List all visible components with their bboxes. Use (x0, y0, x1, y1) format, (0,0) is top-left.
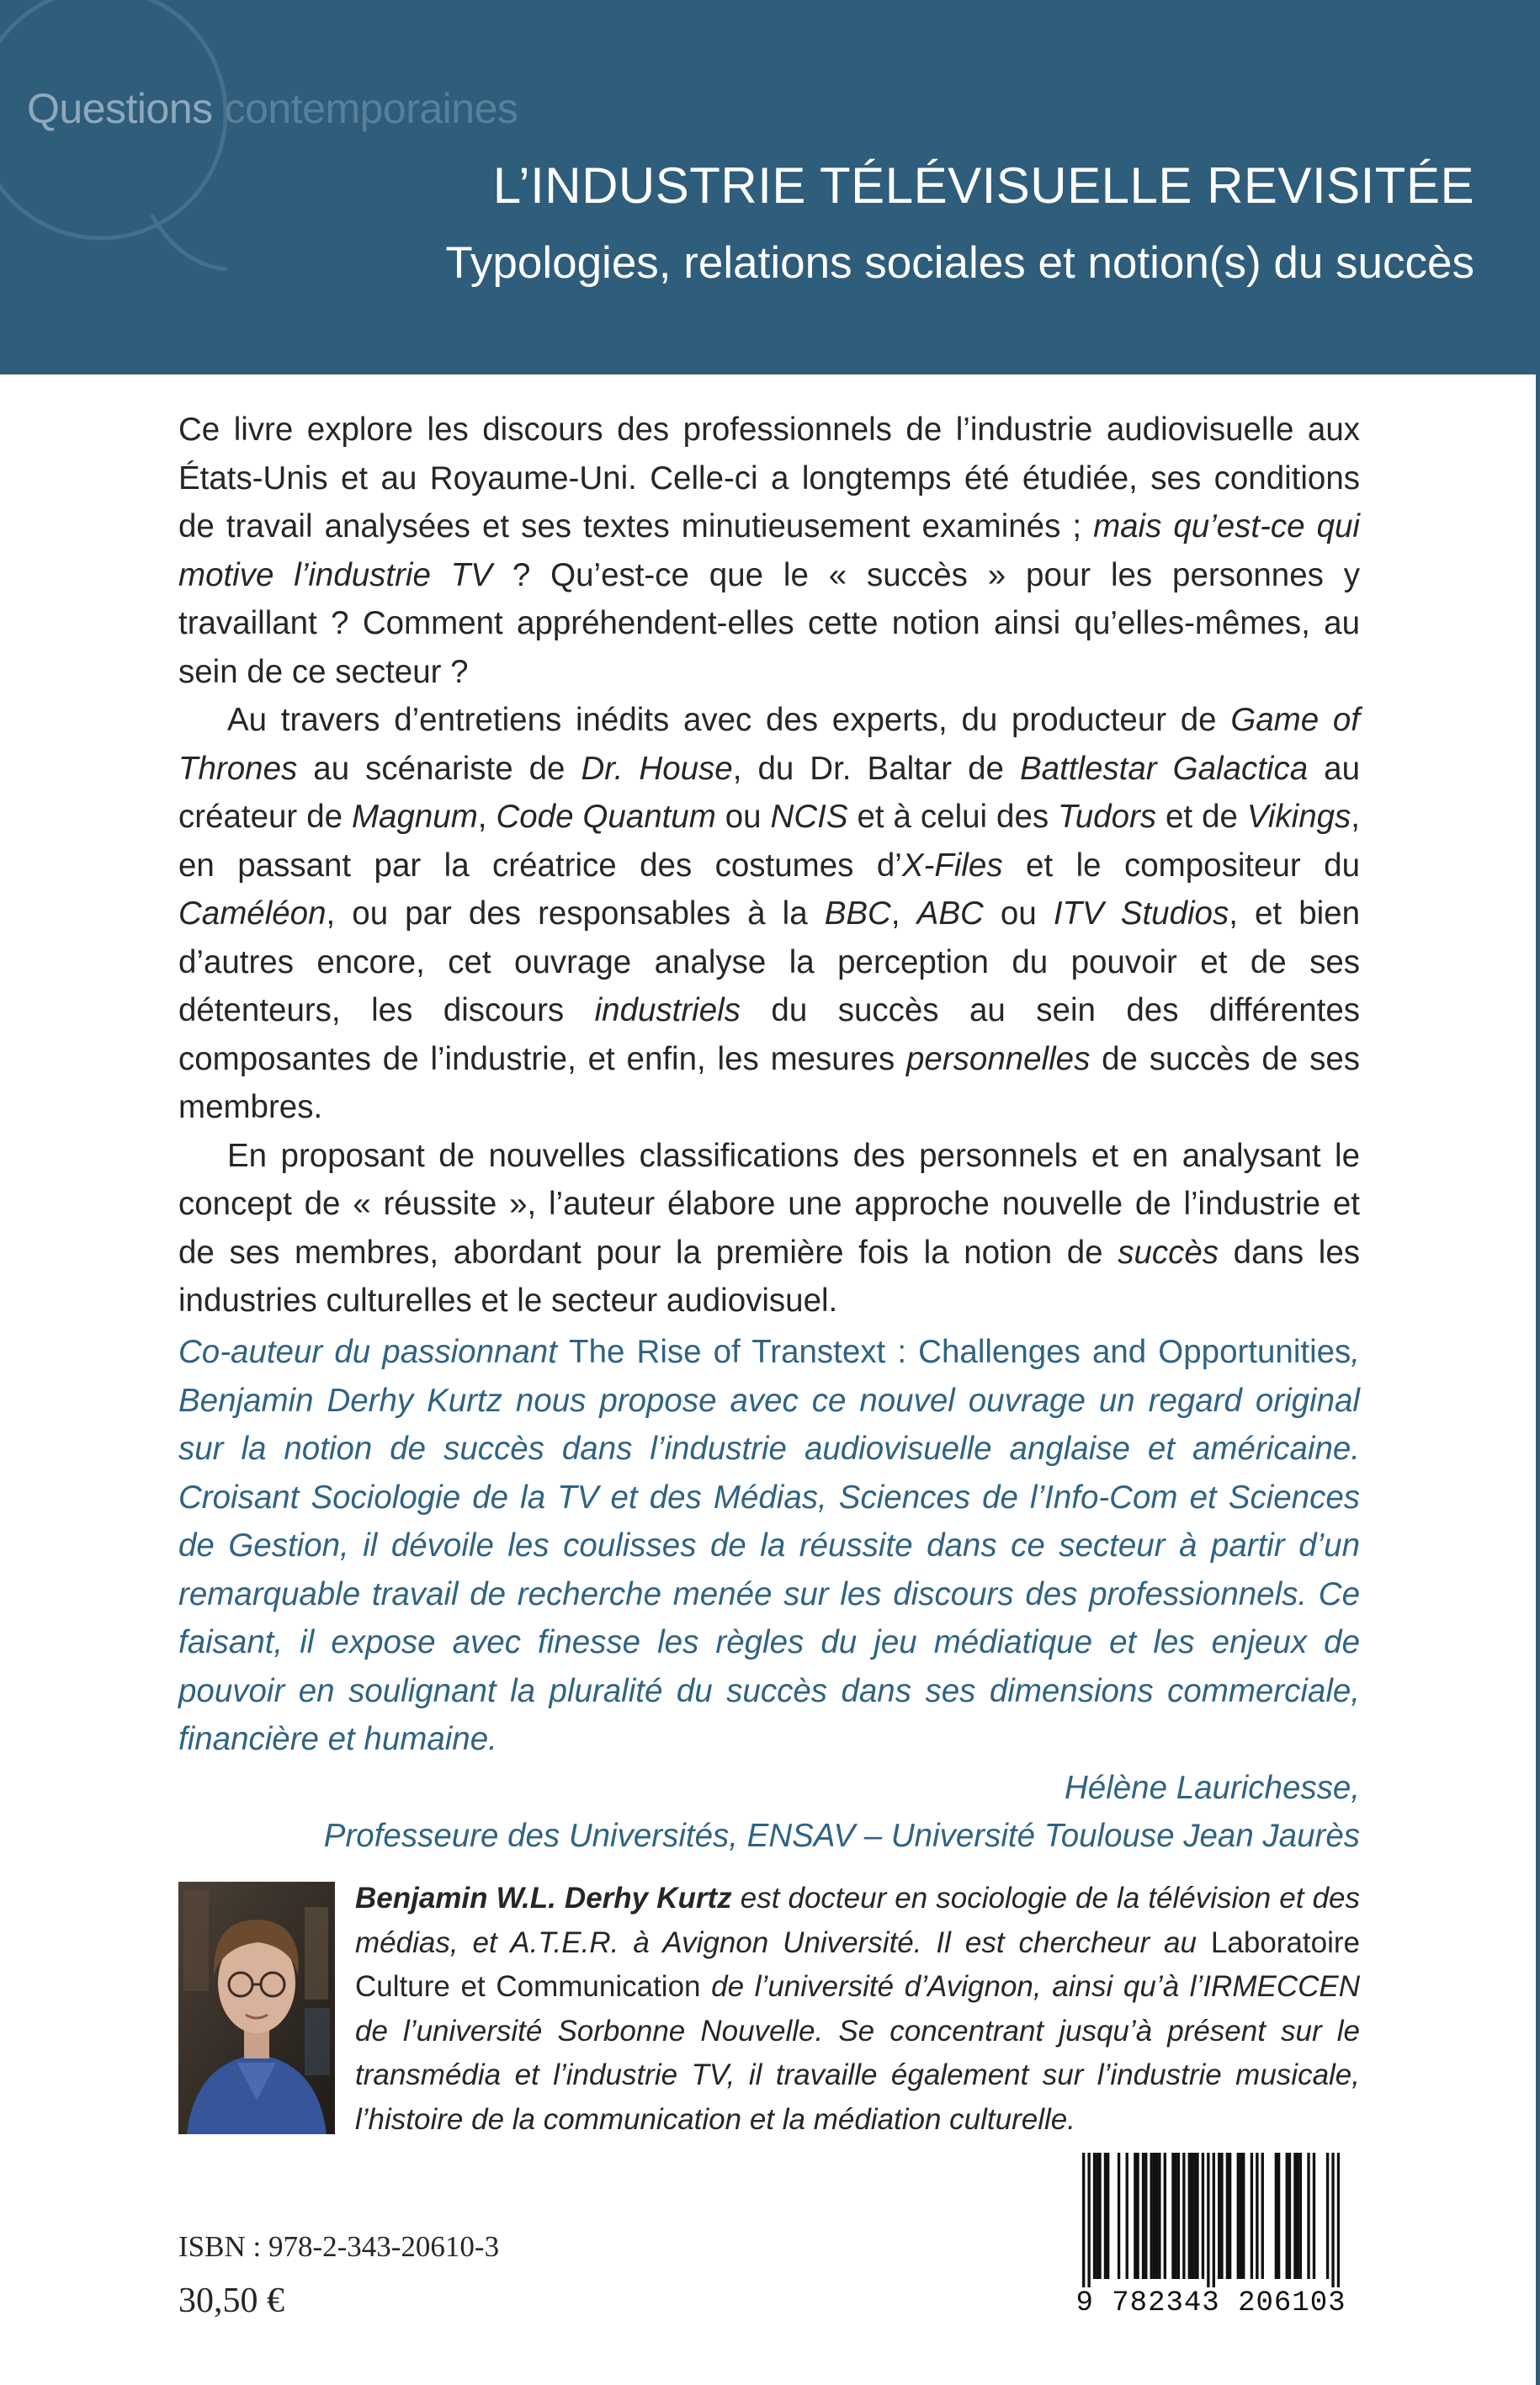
summary-text: ou (983, 895, 1054, 932)
barcode-bar (1098, 2153, 1101, 2279)
price: 30,50 € (178, 2281, 284, 2320)
barcode-bar (1150, 2153, 1153, 2279)
book-title: L’INDUSTRIE TÉLÉVISUELLE REVISITÉE (492, 157, 1474, 214)
barcode-bar (1164, 2153, 1166, 2279)
summary-text: au scénariste de (297, 750, 581, 787)
barcode-bar (1107, 2153, 1109, 2279)
endorsement-quote (178, 1328, 1360, 1861)
summary-italic-word: industriels (594, 992, 741, 1028)
show-title: Caméléon (178, 895, 327, 932)
summary-italic-word: personnelles (906, 1040, 1091, 1077)
barcode-bar (1175, 2153, 1177, 2279)
barcode-bar (1096, 2153, 1098, 2279)
series-word-contemporaines: contemporaines (224, 85, 518, 132)
summary-paragraph-1 (178, 406, 1360, 696)
summary-text: , (890, 895, 917, 932)
barcode-bar (1082, 2153, 1085, 2287)
summary-text: et de (1156, 799, 1247, 835)
series-q-logo-icon (0, 0, 252, 324)
quote-text (178, 1328, 1360, 1764)
show-title: X-Files (901, 847, 1003, 884)
isbn: ISBN : 978-2-343-20610-3 (178, 2230, 500, 2263)
series-name (27, 84, 518, 133)
show-title: Vikings (1246, 799, 1351, 835)
show-title: Dr. House (581, 750, 733, 787)
barcode-bar (1158, 2153, 1160, 2279)
quote-signature-name: Hélène Laurichesse, (1065, 1769, 1360, 1806)
summary-text: , et bien d’autres encore, cet ouvrage analyse la perception du pouvoir et de ses détenteurs, les discours (178, 895, 1360, 1028)
summary-text: , ou par des responsables à la (326, 895, 825, 932)
summary-text: dans les industries culturelles et le secteur audiovisuel. (178, 1234, 1360, 1319)
summary-italic-word: succès (1118, 1234, 1219, 1271)
book-subtitle: Typologies, relations sociales et notion(s) du succès (445, 238, 1474, 288)
quote-signature-role: Professeure des Universités, ENSAV – Université Toulouse Jean Jaurès (323, 1818, 1360, 1854)
author-bio (355, 1877, 1360, 2142)
author-photo (178, 1882, 335, 2134)
show-title: Battlestar Galactica (1019, 750, 1309, 787)
barcode-bar (1144, 2153, 1147, 2279)
quote-segment: Co-auteur du passionnant (178, 1334, 570, 1370)
summary-text: et à celui des (847, 799, 1059, 835)
show-title: Code Quantum (496, 799, 716, 835)
barcode-bar (1104, 2153, 1107, 2279)
show-title: Magnum (351, 799, 478, 835)
barcode-bar (1326, 2153, 1329, 2279)
summary-text: au créateur de (178, 750, 1360, 835)
barcode-bar (1277, 2153, 1280, 2279)
series-word-questions: Questions (27, 85, 213, 132)
summary-italic-question: mais qu’est-ce qui motive l’industrie TV (178, 508, 1360, 593)
summary-text: Au travers d’entretiens inédits avec des experts, du producteur de (227, 702, 1231, 738)
barcode (1062, 2153, 1360, 2321)
header-band (0, 0, 1540, 374)
barcode-bar (1142, 2153, 1144, 2279)
summary-text: , du Dr. Baltar de (732, 750, 1020, 787)
barcode-bar (1177, 2153, 1180, 2279)
barcode-digits: 9 782343 206103 (1075, 2287, 1346, 2319)
barcode-bar (1196, 2153, 1198, 2279)
summary-text: , en passant par la créatrice des costumes d’ (178, 799, 1360, 884)
barcode-bar (1256, 2153, 1258, 2279)
summary-text: ou (715, 799, 771, 835)
barcode-bar (1126, 2153, 1128, 2279)
broadcaster-name: ITV Studios (1053, 895, 1229, 932)
author-bio-text (355, 1877, 1360, 2142)
summary-text: Ce livre explore les discours des professionnels de l’industrie audiovisuelle aux États-Unis et au Royaume-Uni. Celle-ci a longtemps été étudiée, ses conditions de travail analysées et ses textes minutieusement examinés ; (178, 412, 1360, 544)
barcode-bar (1229, 2153, 1231, 2279)
barcode-bar (1237, 2153, 1240, 2279)
author-lab-name: Laboratoire Culture et Communication (355, 1926, 1360, 2003)
barcode-bar (1213, 2153, 1215, 2287)
barcode-bar (1207, 2153, 1209, 2287)
right-edge-strip (1536, 374, 1540, 2385)
barcode-bar (1299, 2153, 1302, 2279)
quote-book-title: The Rise of Transtext : Challenges and Opportunities (569, 1334, 1351, 1370)
barcode-bar (1155, 2153, 1158, 2279)
barcode-bar (1313, 2153, 1315, 2279)
summary-text: de succès de ses membres. (178, 1040, 1360, 1125)
barcode-bar (1171, 2153, 1174, 2279)
barcode-bar (1136, 2153, 1139, 2279)
summary-text: du succès au sein des différentes composantes de l’industrie, et enfin, les mesures (178, 992, 1360, 1077)
barcode-bar (1188, 2153, 1191, 2279)
barcode-bar (1251, 2153, 1253, 2279)
summary-paragraph-2 (178, 696, 1360, 1132)
barcode-bar (1153, 2153, 1155, 2279)
barcode-bar (1307, 2153, 1309, 2279)
barcode-bar (1191, 2153, 1193, 2279)
barcode-bar (1240, 2153, 1242, 2279)
quote-segment: , Benjamin Derhy Kurtz nous propose avec ce nouvel ouvrage un regard original sur la notion de succès dans l’industrie audiovisuelle anglaise et américaine. Croisant Sociologie de la TV et des Médias, Sciences de l’Info-Com et Sciences de Gestion, il dévoile les coulisses de la réussite dans ce secteur à partir d’un remarquable travail de recherche menée sur les discours des professionnels. Ce faisant, il expose avec finesse les règles du jeu médiatique et les enjeux de pouvoir en soulignant la pluralité du succès dans ses dimensions commerciale, financière et humaine. (178, 1334, 1360, 1757)
show-title: Game of Thrones (178, 702, 1360, 787)
barcode-bar (1220, 2153, 1223, 2279)
summary-text: ? Qu’est-ce que le « succès » pour les personnes y travaillant ? Comment appréhendent-elles cette notion ainsi qu’elles-mêmes, au sein de ce secteur ? (178, 556, 1360, 690)
summary-text: , (477, 799, 497, 835)
author-bio-segment: de l’université d’Avignon, ainsi qu’à l’IRMECCEN de l’université Sorbonne Nouvelle. Se concentrant jusqu’à présent sur le transmédia et l’industrie TV, il travaille également sur l’industrie musicale, l’histoire de la communication et la médiation culturelle. (355, 1970, 1360, 2136)
barcode-bar (1331, 2153, 1334, 2287)
barcode-bar (1218, 2153, 1220, 2279)
barcode-bar (1134, 2153, 1136, 2279)
summary-paragraph-3 (178, 1132, 1360, 1325)
barcode-bar (1093, 2153, 1096, 2279)
author-bio-segment: est docteur en sociologie de la télévision et des médias, et A.T.E.R. à Avignon Université. Il est chercheur au (355, 1882, 1360, 1959)
barcode-bar (1118, 2153, 1120, 2279)
summary-text: En proposant de nouvelles classifications des personnels et en analysant le concept de « réussite », l’auteur élabore une approche nouvelle de l’industrie et de ses membres, abordant pour la première fois la notion de (178, 1137, 1360, 1271)
broadcaster-name: BBC (824, 895, 891, 932)
barcode-bar (1193, 2153, 1196, 2279)
barcode-bar (1288, 2153, 1291, 2279)
barcode-bar (1275, 2153, 1277, 2279)
broadcaster-name: ABC (916, 895, 984, 932)
book-summary (178, 406, 1360, 1325)
barcode-bar (1286, 2153, 1288, 2279)
author-name: Benjamin W.L. Derhy Kurtz (355, 1882, 732, 1915)
show-title: NCIS (770, 799, 848, 835)
barcode-bar (1202, 2153, 1204, 2279)
barcode-bar (1182, 2153, 1185, 2279)
show-title: Tudors (1058, 799, 1157, 835)
barcode-bar (1293, 2153, 1296, 2279)
barcode-bar (1226, 2153, 1229, 2279)
barcode-bar (1087, 2153, 1090, 2287)
barcode-bar (1242, 2153, 1245, 2279)
barcode-bars (1082, 2153, 1340, 2287)
barcode-bar (1261, 2153, 1264, 2279)
summary-text: et le compositeur du (1002, 847, 1360, 884)
barcode-bar (1296, 2153, 1298, 2279)
barcode-bar (1337, 2153, 1340, 2287)
